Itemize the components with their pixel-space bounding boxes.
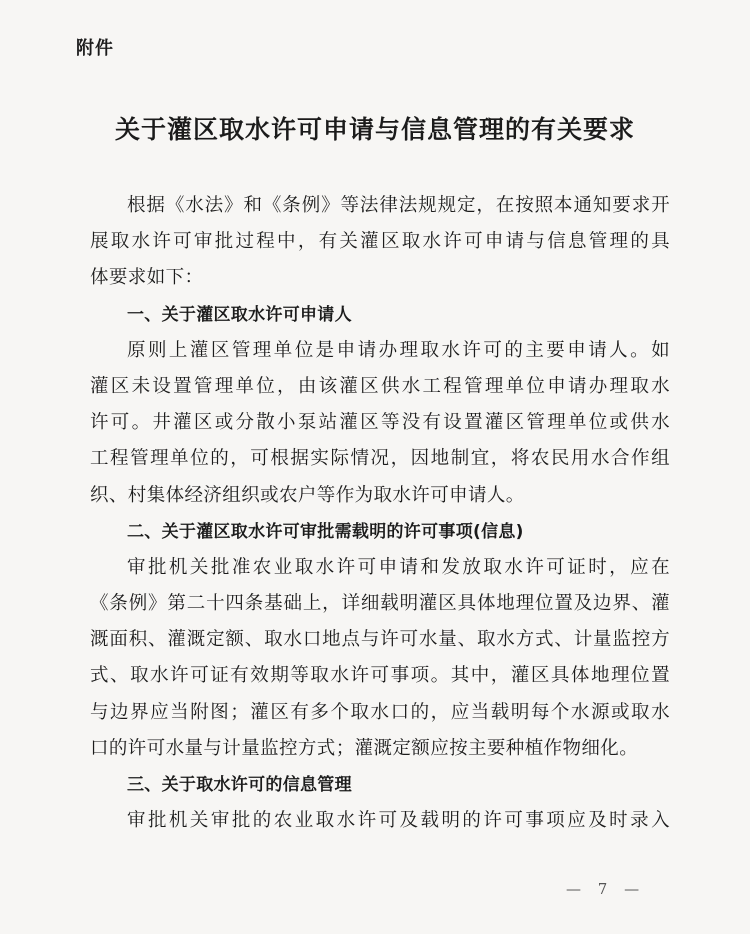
paragraph-line: 展取水许可审批过程中，有关灌区取水许可申请与信息管理的具 — [90, 231, 670, 253]
page-number: — 7 — — [566, 880, 646, 898]
paragraph-line: 织、村集体经济组织或农户等作为取水许可申请人。 — [90, 484, 525, 506]
paragraph-line: 口的许可水量与计量监控方式；灌溉定额应按主要种植作物细化。 — [90, 737, 639, 759]
paragraph-line: 式、取水许可证有效期等取水许可事项。其中，灌区具体地理位置 — [90, 665, 670, 687]
attachment-label: 附件 — [76, 38, 114, 59]
paragraph-line: 审批机关批准农业取水许可申请和发放取水许可证时，应在 — [127, 556, 670, 578]
paragraph-line: 体要求如下： — [90, 267, 204, 289]
document-title: 关于灌区取水许可申请与信息管理的有关要求 — [114, 115, 635, 144]
paragraph-line: 原则上灌区管理单位是申请办理取水许可的主要申请人。如 — [127, 339, 670, 361]
paragraph-line: 工程管理单位的，可根据实际情况，因地制宜，将农民用水合作组 — [90, 448, 670, 470]
paragraph-line: 灌区未设置管理单位，由该灌区供水工程管理单位申请办理取水 — [90, 375, 670, 397]
paragraph-line: 《条例》第二十四条基础上，详细载明灌区具体地理位置及边界、灌 — [90, 593, 670, 615]
section-heading-3: 三、关于取水许可的信息管理 — [127, 775, 352, 795]
paragraph-line: 与边界应当附图；灌区有多个取水口的，应当载明每个水源或取水 — [90, 701, 670, 723]
paragraph-line: 根据《水法》和《条例》等法律法规规定，在按照本通知要求开 — [127, 195, 670, 216]
paragraph-line: 许可。井灌区或分散小泵站灌区等没有设置灌区管理单位或供水 — [90, 412, 670, 434]
paragraph-line: 审批机关审批的农业取水许可及载明的许可事项应及时录入 — [127, 810, 670, 832]
document-body — [90, 188, 670, 839]
section-heading-1: 一、关于灌区取水许可申请人 — [127, 304, 352, 325]
paragraph-line: 溉面积、灌溉定额、取水口地点与许可水量、取水方式、计量监控方 — [90, 629, 670, 651]
section-heading-2: 二、关于灌区取水许可审批需载明的许可事项(信息) — [127, 521, 524, 542]
